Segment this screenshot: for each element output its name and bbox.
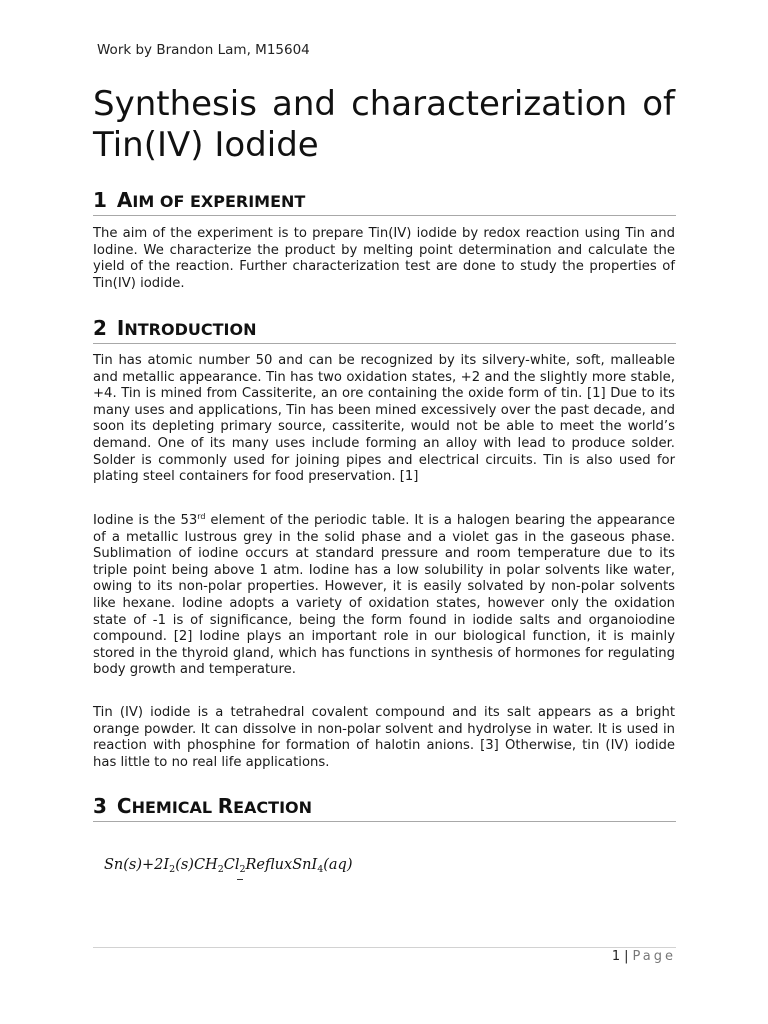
section-title-rest-2: EACTION <box>233 798 313 817</box>
section-title-rest: HEMICAL <box>131 798 218 817</box>
author-line: Work by Brandon Lam, M15604 <box>97 42 310 58</box>
section-number: 3 <box>93 794 107 818</box>
tin-iodide-paragraph: Tin (IV) iodide is a tetrahedral covalent compound and its salt appears as a bright orange powder. It can dissolve in non-polar solvent and hydrolyse in water. It is used in reaction with phosphine for formation of halotin anions. [3] Otherwise, tin (IV) iodide has little to no real life applications. <box>93 705 675 770</box>
section-title-initial-2: R <box>217 794 234 818</box>
eq-part: (aq) <box>323 857 353 873</box>
eq-part: (s)CH <box>175 857 218 873</box>
section-title-initial: I <box>116 316 125 340</box>
section-heading-introduction <box>93 316 676 344</box>
page-number: 1 <box>611 949 621 964</box>
tin-paragraph: Tin has atomic number 50 and can be recognized by its silvery-white, soft, malleable and metallic appearance. Tin has two oxidation states, +2 and the slightly more stable, +4. Tin is mined from Cassiterite, an ore containing the oxide form of tin. [1] Due to its many uses and applications, Tin has been mined excessively over the past decade, and soon its depleting primary source, cassiterite, would not be able to meet the world’s demand. One of its many uses include forming an alloy with lead to produce solder. Solder is commonly used for joining pipes and electrical circuits. Tin is also used for plating steel containers for food preservation. [1] <box>93 353 675 485</box>
eq-part: Sn(s)+2I <box>104 857 170 873</box>
eq-subscript: 2 <box>169 864 176 875</box>
reaction-arrow-mark <box>237 879 243 880</box>
page-footer <box>612 949 676 964</box>
section-heading-chemical-reaction <box>93 794 676 822</box>
page-label: Page <box>632 949 676 964</box>
reaction-equation <box>104 857 353 873</box>
section-title-rest: IM OF EXPERIMENT <box>132 192 306 211</box>
eq-subscript: 2 <box>239 864 246 875</box>
document-title: Synthesis and characterization of Tin(IV) Iodide <box>93 84 675 165</box>
footer-separator: | <box>624 949 629 964</box>
iodine-text-rest: element of the periodic table. It is a halogen bearing the appearance of a metallic lustrous grey in the solid phase and a violet gas in the gaseous phase. Sublimation of iodine occurs at standard pressure and room temperature due to its triple point being above 1 atm. Iodine has a low solubility in polar solvents like water, owing to its non-polar properties. However, it is easily solvated by non-polar solvents like hexane. Iodine adopts a variety of oxidation states, however only the oxidation state of -1 is of significance, being the form found in iodide salts and organoiodine compound. [2] Iodine plays an important role in our biological function, it is mainly stored in the thyroid gland, which has functions in synthesis of hormones for regulating body growth and temperature. <box>93 513 675 678</box>
aim-paragraph: The aim of the experiment is to prepare Tin(IV) iodide by redox reaction using Tin and Iodine. We characterize the product by melting point determination and calculate the yield of the reaction. Further characterization test are done to study the properties of Tin(IV) iodide. <box>93 226 675 291</box>
section-number: 2 <box>93 316 107 340</box>
section-title-initial: C <box>116 794 132 818</box>
section-title-initial: A <box>116 188 133 212</box>
footer-divider <box>93 947 676 948</box>
section-heading-aim <box>93 188 676 216</box>
eq-subscript: 4 <box>317 864 324 875</box>
iodine-text-start: Iodine is the 53 <box>93 513 198 528</box>
eq-part: Cl <box>223 857 240 873</box>
section-title-rest: NTRODUCTION <box>124 320 257 339</box>
eq-subscript: 2 <box>217 864 224 875</box>
iodine-paragraph <box>93 513 675 679</box>
eq-part: RefluxSnI <box>245 857 318 873</box>
section-number: 1 <box>93 188 107 212</box>
ordinal-suffix: rd <box>197 512 206 521</box>
